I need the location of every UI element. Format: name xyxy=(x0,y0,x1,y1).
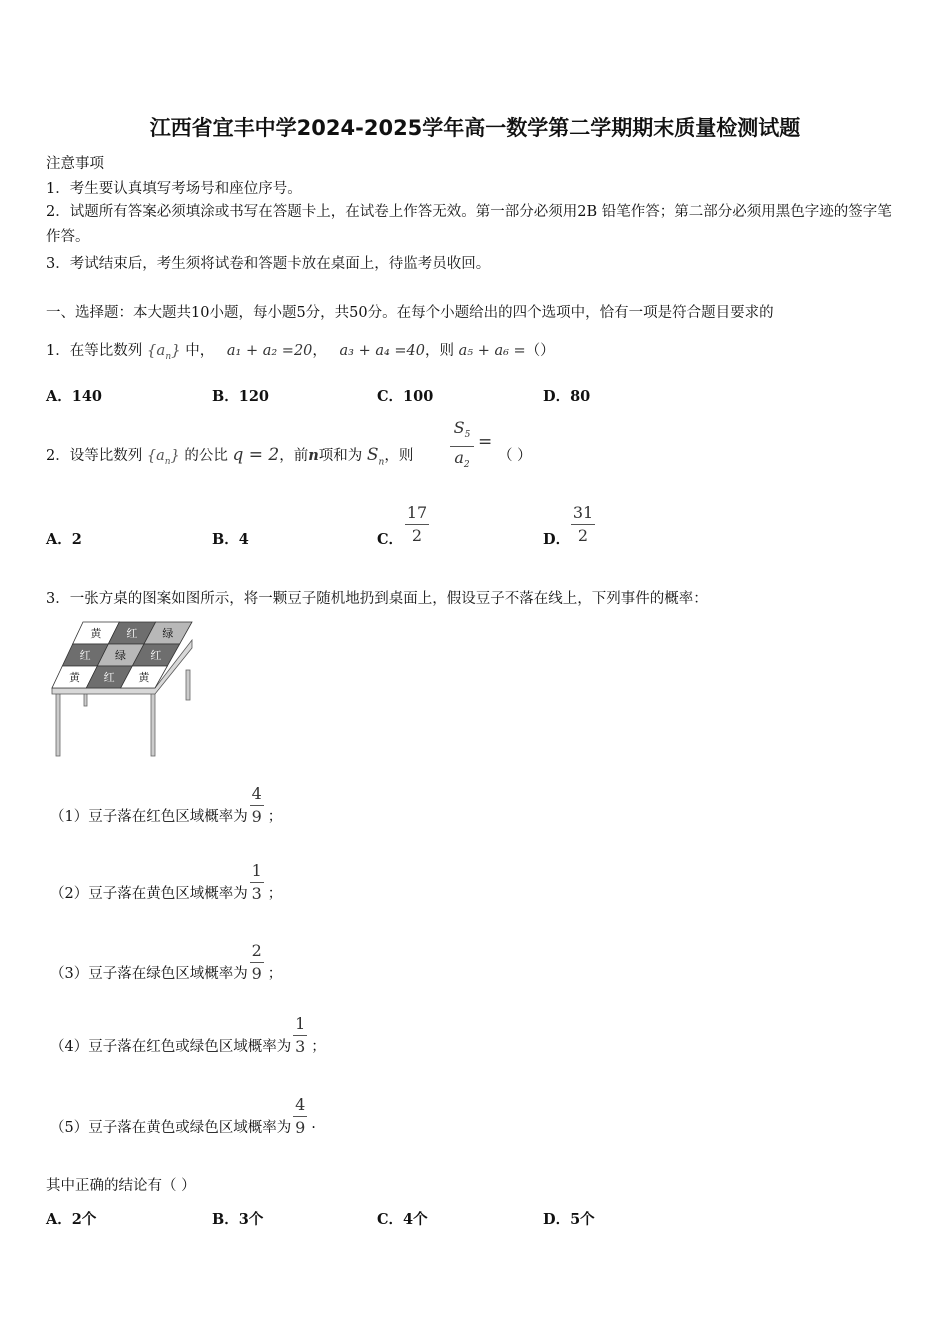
q1-number: 1． xyxy=(46,343,70,359)
q2-text-2: ，前 xyxy=(279,448,309,464)
grid-cell-label: 黄 xyxy=(138,671,150,684)
q2-n: n xyxy=(308,447,319,464)
statement-end: ； xyxy=(267,886,283,902)
q1-comma: ， xyxy=(312,343,327,359)
q2-ratio: q = 2 xyxy=(232,445,280,465)
notice-heading: 注意事项 xyxy=(46,156,104,172)
fraction-numerator: 1 xyxy=(251,861,262,880)
statement-text: （4）豆子落在红色或绿色区域概率为 xyxy=(50,1039,292,1055)
grid-cell-label: 绿 xyxy=(115,649,126,662)
grid-cell-label: 红 xyxy=(126,627,138,640)
grid-cell-label: 红 xyxy=(103,671,115,684)
q2-blank: （ ） xyxy=(498,448,532,464)
statement-end: . xyxy=(311,1116,316,1132)
fraction-numerator: 1 xyxy=(295,1014,306,1033)
q1-eq3: a₅ + a₆ = xyxy=(458,343,526,359)
q1-text: 在等比数列 xyxy=(69,343,143,359)
q2-option-a[interactable]: A．2 xyxy=(46,531,82,548)
q2-equals: = xyxy=(478,432,493,452)
q2-ratio-label: 的公比 xyxy=(184,448,228,464)
fraction-denominator: 9 xyxy=(251,807,262,826)
q1-option-d[interactable]: D．80 xyxy=(543,388,591,405)
q2-option-c[interactable]: C． xyxy=(377,531,404,548)
fraction-denominator: 3 xyxy=(295,1037,306,1056)
fraction-numerator: 4 xyxy=(251,784,262,803)
fraction-denominator: 9 xyxy=(251,964,262,983)
statement-fraction xyxy=(293,1015,307,1056)
table-grid xyxy=(52,622,192,688)
statement-fraction xyxy=(250,785,264,826)
q2-option-c-fraction xyxy=(405,504,429,545)
notice-item-1: 1．考生要认真填写考场号和座位序号。 xyxy=(46,181,302,197)
q2-d-den: 2 xyxy=(577,526,589,545)
q2-frac-num: $S_5$ xyxy=(453,418,471,441)
q1-option-c[interactable]: C．100 xyxy=(377,388,434,405)
section-heading: 一、选择题：本大题共10小题，每小题5分，共50分。在每个小题给出的四个选项中，恰有一项是符合题目要求的 xyxy=(46,305,774,321)
table-figure xyxy=(50,618,200,760)
grid-cell-label: 红 xyxy=(150,649,162,662)
page-title: 江西省宜丰中学2024-2025学年高一数学第二学期期末质量检测试题 xyxy=(149,116,801,140)
fraction-numerator: 2 xyxy=(251,941,262,960)
statement-end: ； xyxy=(267,809,283,825)
q2-sn: $S_n$ xyxy=(366,445,385,468)
q1-eq2: a₃ + a₄ =40 xyxy=(339,343,426,359)
fraction-numerator: 4 xyxy=(295,1095,306,1114)
q1-eq1: a₁ + a₂ =20 xyxy=(226,343,313,359)
statement-fraction xyxy=(250,862,264,903)
q1-stem xyxy=(46,339,555,362)
statement-end: ； xyxy=(267,966,283,982)
notice-item-3: 3．考试结束后，考生须将试卷和答题卡放在桌面上，待监考员收回。 xyxy=(46,256,491,272)
q2-number: 2． xyxy=(46,448,70,464)
statement-text: （3）豆子落在绿色区域概率为 xyxy=(50,966,248,982)
q1-then: ，则 xyxy=(425,343,455,359)
grid-cell-label: 黄 xyxy=(90,627,102,640)
q3-option-c[interactable]: C．4个 xyxy=(377,1211,428,1228)
q1-blank: （） xyxy=(525,343,555,359)
statement-fraction xyxy=(293,1096,307,1137)
grid-cell-label: 绿 xyxy=(162,627,174,640)
q1-option-a[interactable]: A．140 xyxy=(46,388,103,405)
statement-text: （2）豆子落在黄色区域概率为 xyxy=(50,886,248,902)
statement-text: （1）豆子落在红色区域概率为 xyxy=(50,809,248,825)
fraction-denominator: 3 xyxy=(251,884,262,903)
q2-option-b[interactable]: B．4 xyxy=(212,531,249,548)
q2-stem xyxy=(46,444,413,467)
q2-c-num: 17 xyxy=(406,503,428,522)
q2-option-d[interactable]: D． xyxy=(543,531,571,548)
q2-fraction xyxy=(450,419,474,474)
q2-d-num: 31 xyxy=(572,503,594,522)
q2-text-3: 项和为 xyxy=(318,448,363,464)
q1-text-middle: 中， xyxy=(185,343,215,359)
q2-text-4: ，则 xyxy=(384,448,414,464)
q2-text: 设等比数列 xyxy=(69,448,143,464)
q2-option-d-fraction xyxy=(571,504,595,545)
q2-sequence: $\{a_n\}$ xyxy=(146,448,180,467)
q2-c-den: 2 xyxy=(411,526,423,545)
statement-fraction xyxy=(250,942,264,983)
fraction-denominator: 9 xyxy=(295,1118,306,1137)
q1-sequence: $\{a_n\}$ xyxy=(146,341,181,362)
q1-option-b[interactable]: B．120 xyxy=(212,388,270,405)
grid-cell-label: 黄 xyxy=(69,671,80,684)
statement-end: ； xyxy=(311,1039,326,1055)
q1-seq-a: a xyxy=(156,341,166,359)
q3-question: 其中正确的结论有（ ） xyxy=(46,1178,196,1194)
notice-item-2: 2．试题所有答案必须填涂或书写在答题卡上，在试卷上作答无效。第一部分必须用2B 铅笔作答；第二部分必须用黑色字迹的签字笔作答。 xyxy=(46,204,892,245)
statement-text: （5）豆子落在黄色或绿色区域概率为 xyxy=(50,1120,292,1136)
q3-option-b[interactable]: B．3个 xyxy=(212,1211,264,1228)
q3-option-d[interactable]: D．5个 xyxy=(543,1211,595,1228)
q3-option-a[interactable]: A．2个 xyxy=(46,1211,97,1228)
grid-cell-label: 红 xyxy=(79,649,91,662)
q2-frac-den: $a_2$ xyxy=(454,448,470,471)
q3-stem: 3．一张方桌的图案如图所示，将一颗豆子随机地扔到桌面上，假设豆子不落在线上，下列事件的概率： xyxy=(46,591,708,607)
